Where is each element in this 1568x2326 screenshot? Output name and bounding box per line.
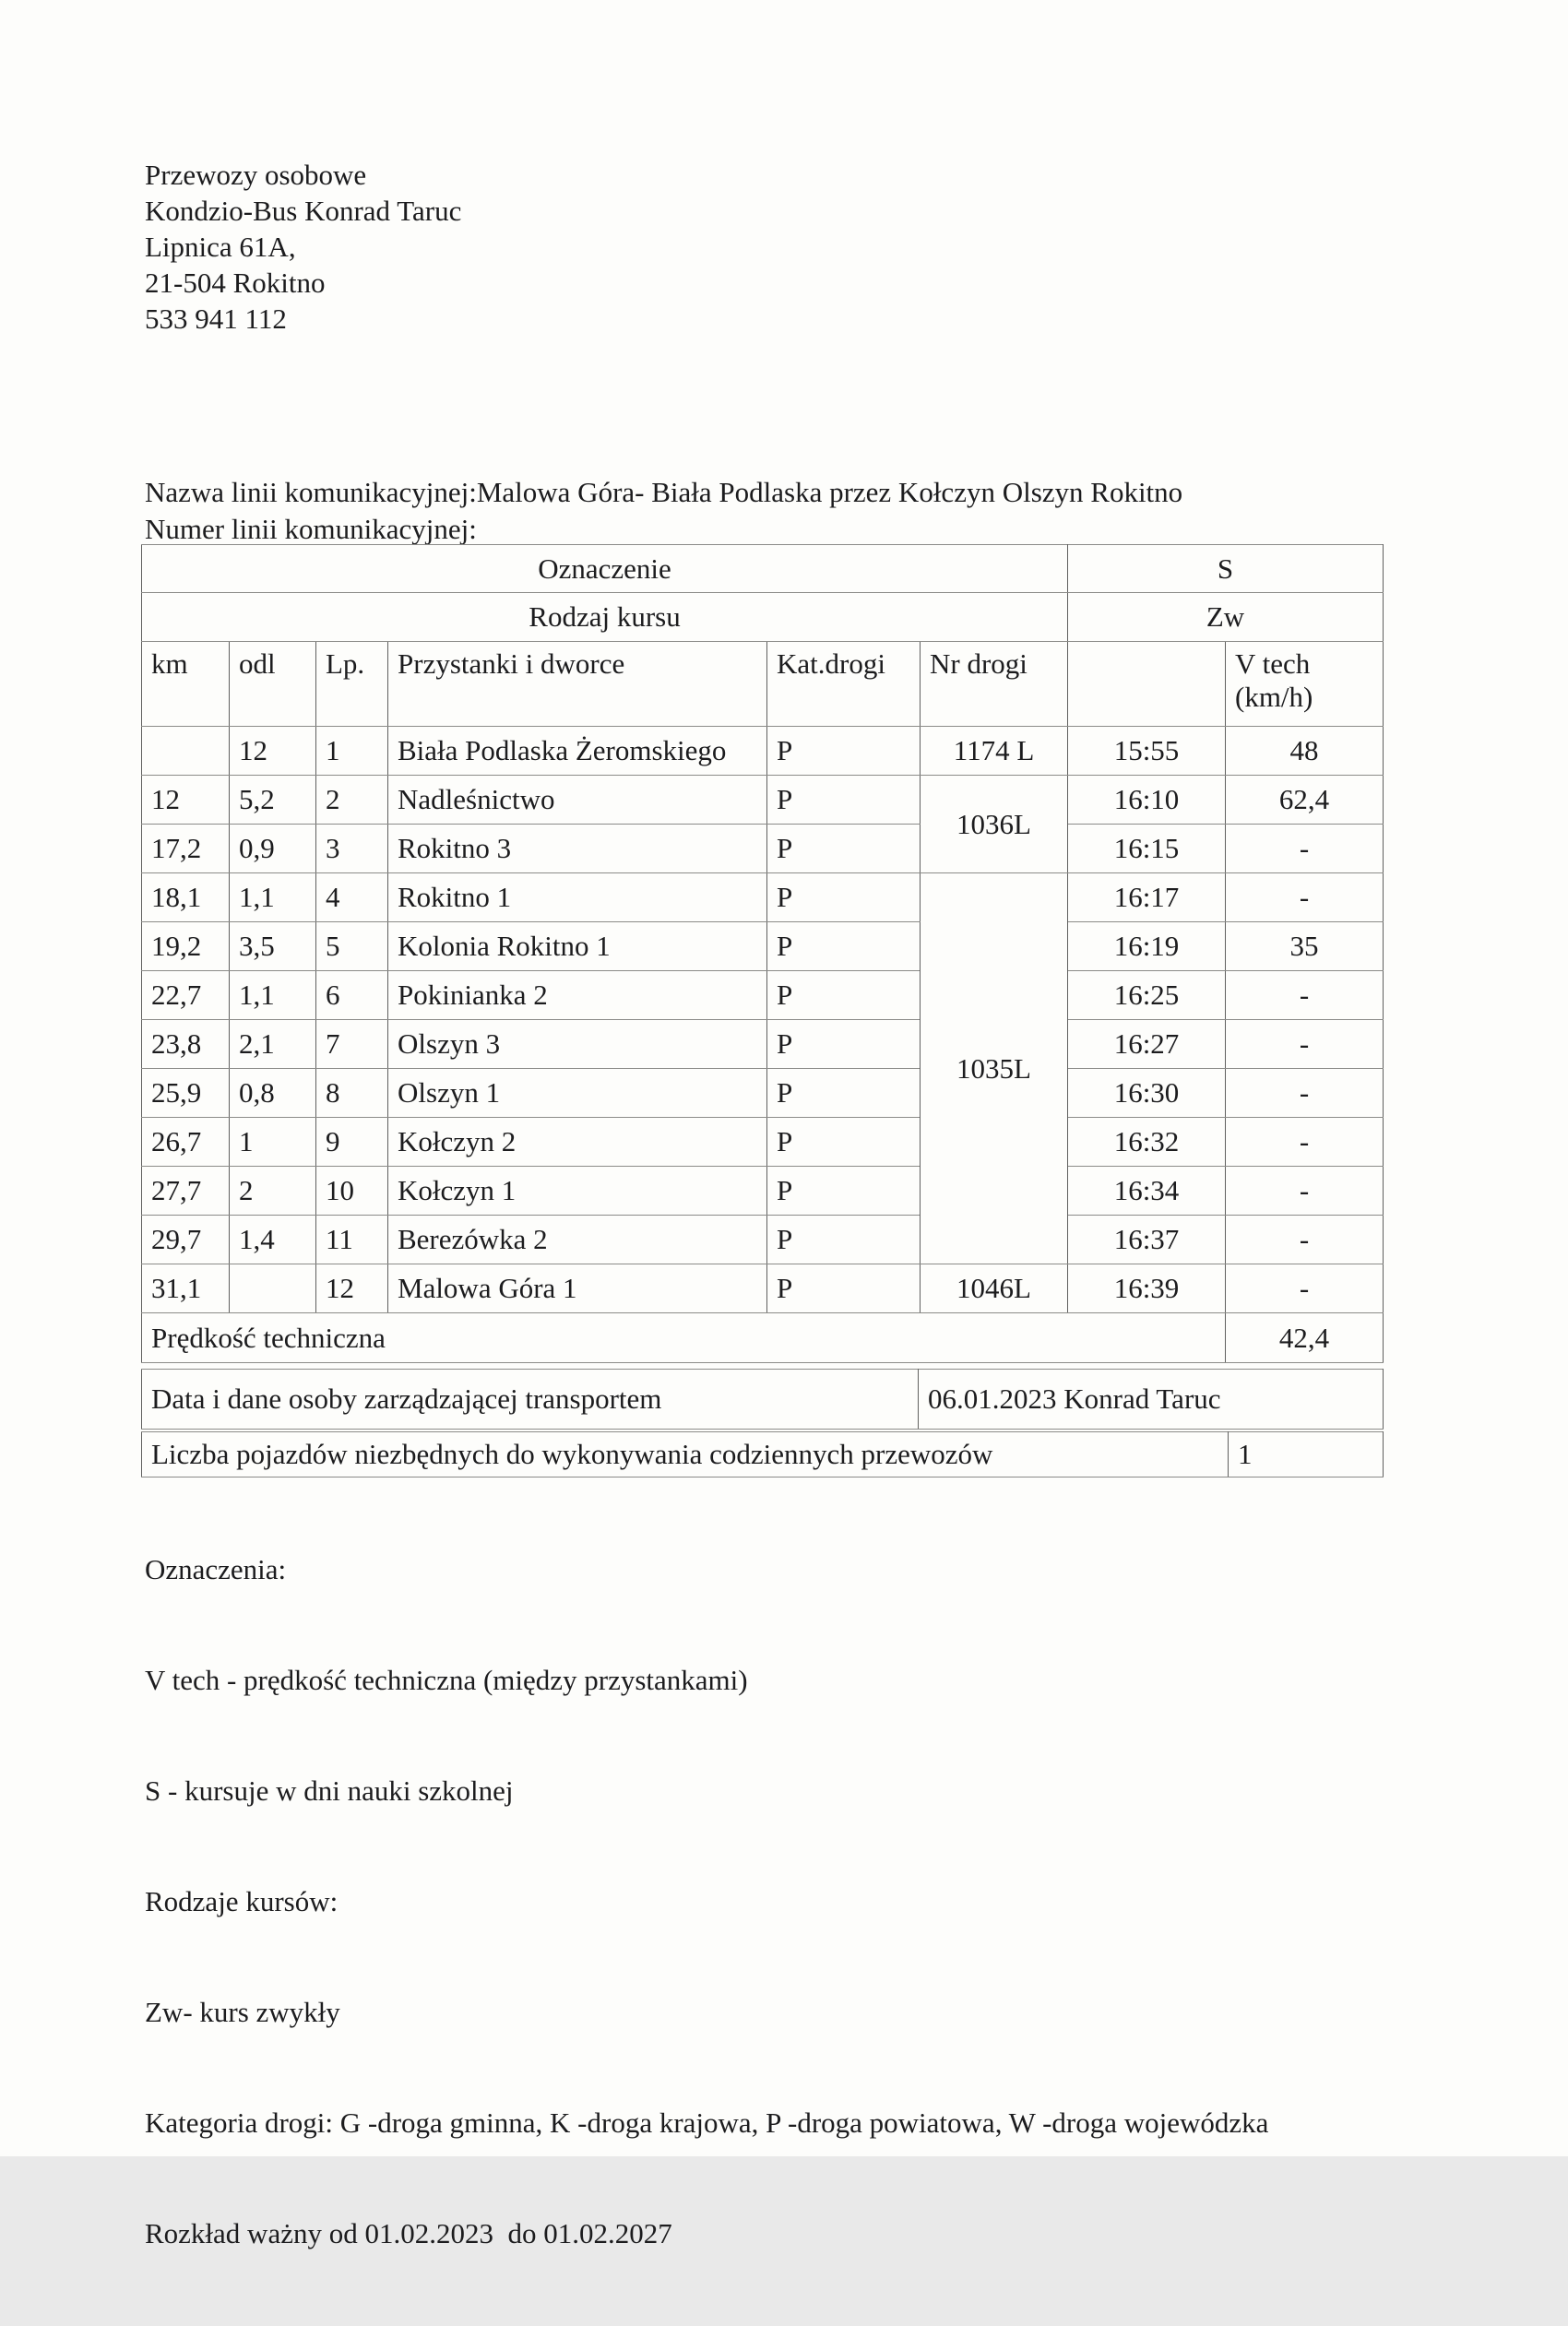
cell-odl: 1 [230, 1118, 316, 1167]
company-street: Lipnica 61A, [145, 231, 296, 263]
line-name: Nazwa linii komunikacyjnej:Malowa Góra- Biała Podlaska przez Kołczyn Olszyn Rokitno [145, 476, 1183, 508]
cell-km: 12 [142, 776, 230, 825]
cell-km: 19,2 [142, 922, 230, 971]
cell-km: 26,7 [142, 1118, 230, 1167]
manager-label: Data i dane osoby zarządzającej transportem [142, 1370, 919, 1430]
cell-odl: 2,1 [230, 1020, 316, 1069]
cell-lp: 7 [316, 1020, 388, 1069]
cell-kat: P [767, 922, 921, 971]
cell-km: 18,1 [142, 873, 230, 922]
col-header-lp: Lp. [316, 642, 388, 727]
legend-road-categories: Kategoria drogi: G -droga gminna, K -droga krajowa, P -droga powiatowa, W -droga wojewódzka [145, 2106, 1269, 2139]
cell-km: 25,9 [142, 1069, 230, 1118]
col-header-nr: Nr drogi [921, 642, 1068, 727]
cell-kat: P [767, 1264, 921, 1313]
cell-vtech: 48 [1226, 727, 1384, 776]
cell-odl [230, 1264, 316, 1313]
cell-lp: 5 [316, 922, 388, 971]
cell-lp: 10 [316, 1167, 388, 1216]
cell-odl: 2 [230, 1167, 316, 1216]
company-name: Przewozy osobowe [145, 159, 367, 191]
timetable [141, 544, 1384, 1363]
table-row [142, 825, 1384, 873]
cell-stop: Olszyn 3 [388, 1020, 767, 1069]
table-row [142, 1167, 1384, 1216]
course-type-row [142, 593, 1384, 642]
cell-time: 16:37 [1068, 1216, 1226, 1264]
technical-speed-row [142, 1313, 1384, 1363]
cell-stop: Kołczyn 1 [388, 1167, 767, 1216]
cell-odl: 1,1 [230, 873, 316, 922]
vehicles-count-row [142, 1432, 1384, 1477]
cell-km [142, 727, 230, 776]
cell-time: 15:55 [1068, 727, 1226, 776]
cell-vtech: - [1226, 1167, 1384, 1216]
col-header-kat: Kat.drogi [767, 642, 921, 727]
cell-time: 16:34 [1068, 1167, 1226, 1216]
table-row [142, 922, 1384, 971]
cell-vtech: - [1226, 1118, 1384, 1167]
company-address-block [145, 157, 461, 337]
cell-stop: Kolonia Rokitno 1 [388, 922, 767, 971]
column-header-row [142, 642, 1384, 727]
cell-kat: P [767, 825, 921, 873]
cell-odl: 1,4 [230, 1216, 316, 1264]
cell-lp: 3 [316, 825, 388, 873]
cell-odl: 5,2 [230, 776, 316, 825]
cell-kat: P [767, 873, 921, 922]
cell-kat: P [767, 1216, 921, 1264]
cell-stop: Nadleśnictwo [388, 776, 767, 825]
technical-speed-label: Prędkość techniczna [142, 1313, 1226, 1363]
col-header-vtech [1226, 642, 1384, 727]
cell-stop: Berezówka 2 [388, 1216, 767, 1264]
legend-zw: Zw- kurs zwykły [145, 1996, 340, 2028]
cell-vtech: - [1226, 825, 1384, 873]
cell-odl: 0,8 [230, 1069, 316, 1118]
col-header-stops: Przystanki i dworce [388, 642, 767, 727]
cell-odl: 3,5 [230, 922, 316, 971]
table-row [142, 776, 1384, 825]
cell-nr-merged: 1036L [921, 776, 1068, 873]
cell-stop: Biała Podlaska Żeromskiego [388, 727, 767, 776]
cell-km: 29,7 [142, 1216, 230, 1264]
table-row [142, 1264, 1384, 1313]
manager-info-table [141, 1369, 1384, 1430]
company-phone: 533 941 112 [145, 303, 287, 335]
manager-info-row [142, 1370, 1384, 1430]
cell-odl: 12 [230, 727, 316, 776]
company-city: 21-504 Rokitno [145, 267, 326, 299]
cell-kat: P [767, 1020, 921, 1069]
col-header-vtech-line2: (km/h) [1235, 681, 1313, 713]
table-row [142, 873, 1384, 922]
technical-speed-value: 42,4 [1226, 1313, 1384, 1363]
cell-lp: 1 [316, 727, 388, 776]
cell-time: 16:39 [1068, 1264, 1226, 1313]
cell-kat: P [767, 1167, 921, 1216]
cell-lp: 4 [316, 873, 388, 922]
cell-odl: 0,9 [230, 825, 316, 873]
line-info-block [145, 474, 1182, 548]
company-owner: Kondzio-Bus Konrad Taruc [145, 195, 462, 227]
table-row [142, 1118, 1384, 1167]
table-row [142, 1216, 1384, 1264]
cell-time: 16:17 [1068, 873, 1226, 922]
manager-value: 06.01.2023 Konrad Taruc [919, 1370, 1384, 1430]
course-type-value: Zw [1068, 593, 1384, 642]
designation-row [142, 545, 1384, 593]
table-row [142, 1069, 1384, 1118]
vehicles-value: 1 [1229, 1432, 1384, 1477]
cell-nr: 1174 L [921, 727, 1068, 776]
cell-stop: Malowa Góra 1 [388, 1264, 767, 1313]
cell-kat: P [767, 971, 921, 1020]
cell-time: 16:30 [1068, 1069, 1226, 1118]
legend-validity: Rozkład ważny od 01.02.2023 do 01.02.2027 [145, 2217, 672, 2249]
cell-kat: P [767, 776, 921, 825]
legend-course-types-heading: Rodzaje kursów: [145, 1885, 339, 1917]
cell-vtech: - [1226, 971, 1384, 1020]
cell-vtech: - [1226, 873, 1384, 922]
cell-vtech: - [1226, 1264, 1384, 1313]
cell-vtech: - [1226, 1069, 1384, 1118]
vehicles-label: Liczba pojazdów niezbędnych do wykonywania codziennych przewozów [142, 1432, 1229, 1477]
cell-km: 27,7 [142, 1167, 230, 1216]
cell-km: 23,8 [142, 1020, 230, 1069]
cell-vtech: 35 [1226, 922, 1384, 971]
cell-time: 16:32 [1068, 1118, 1226, 1167]
table-row [142, 971, 1384, 1020]
cell-kat: P [767, 1118, 921, 1167]
legend-heading: Oznaczenia: [145, 1553, 287, 1585]
col-header-odl: odl [230, 642, 316, 727]
legend-s: S - kursuje w dni nauki szkolnej [145, 1774, 514, 1807]
cell-vtech: - [1226, 1216, 1384, 1264]
legend-vtech: V tech - prędkość techniczna (między przystankami) [145, 1664, 748, 1696]
table-row [142, 1020, 1384, 1069]
cell-time: 16:27 [1068, 1020, 1226, 1069]
designation-label: Oznaczenie [142, 545, 1068, 593]
cell-lp: 2 [316, 776, 388, 825]
cell-km: 17,2 [142, 825, 230, 873]
cell-nr: 1046L [921, 1264, 1068, 1313]
cell-time: 16:25 [1068, 971, 1226, 1020]
cell-stop: Pokinianka 2 [388, 971, 767, 1020]
cell-vtech: - [1226, 1020, 1384, 1069]
cell-kat: P [767, 1069, 921, 1118]
designation-value: S [1068, 545, 1384, 593]
table-row [142, 727, 1384, 776]
cell-km: 31,1 [142, 1264, 230, 1313]
cell-time: 16:10 [1068, 776, 1226, 825]
col-header-time [1068, 642, 1226, 727]
cell-stop: Olszyn 1 [388, 1069, 767, 1118]
cell-odl: 1,1 [230, 971, 316, 1020]
course-type-label: Rodzaj kursu [142, 593, 1068, 642]
cell-stop: Kołczyn 2 [388, 1118, 767, 1167]
cell-lp: 8 [316, 1069, 388, 1118]
vehicles-count-table [141, 1431, 1384, 1477]
cell-km: 22,7 [142, 971, 230, 1020]
cell-lp: 11 [316, 1216, 388, 1264]
cell-time: 16:15 [1068, 825, 1226, 873]
cell-lp: 12 [316, 1264, 388, 1313]
col-header-vtech-line1: V tech [1235, 647, 1311, 680]
cell-lp: 9 [316, 1118, 388, 1167]
cell-kat: P [767, 727, 921, 776]
line-number: Numer linii komunikacyjnej: [145, 513, 477, 545]
cell-vtech: 62,4 [1226, 776, 1384, 825]
cell-lp: 6 [316, 971, 388, 1020]
cell-time: 16:19 [1068, 922, 1226, 971]
cell-stop: Rokitno 3 [388, 825, 767, 873]
legend-block [145, 1477, 1268, 2326]
cell-nr-merged: 1035L [921, 873, 1068, 1264]
cell-stop: Rokitno 1 [388, 873, 767, 922]
col-header-km: km [142, 642, 230, 727]
